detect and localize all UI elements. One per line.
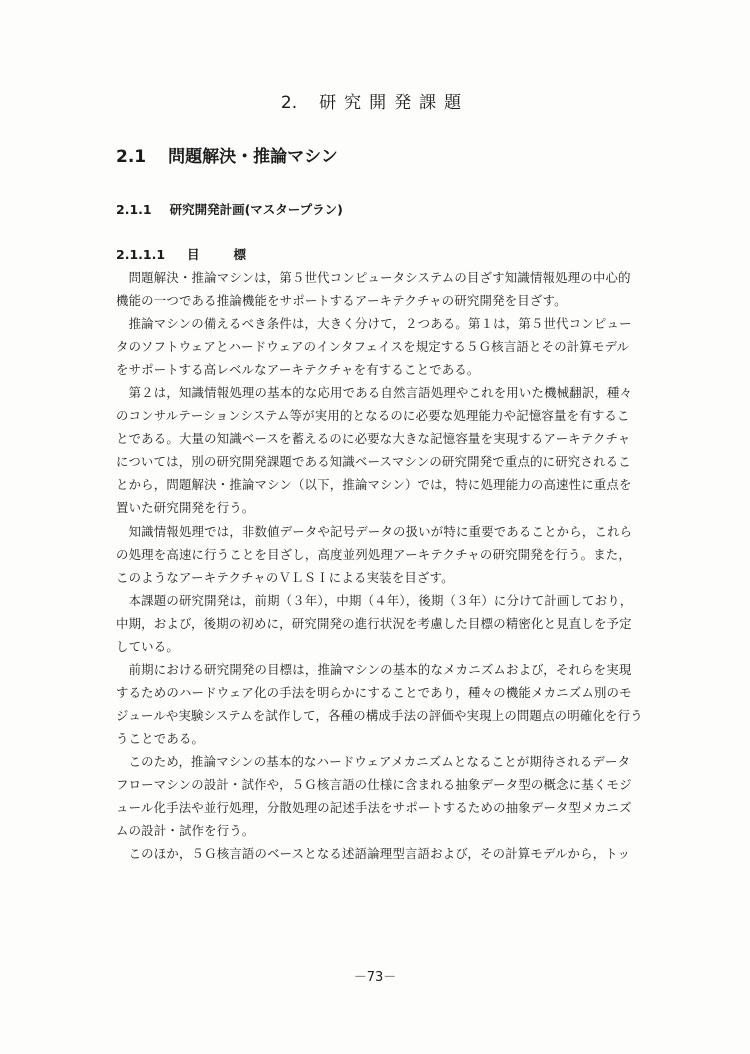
- text-line: のコンサルテーションシステム等が実用的となるのに必要な処理能力や記憶容量を有するこ: [116, 408, 630, 424]
- text-line: をサポートする高レベルなアーキテクチャを有することである。: [116, 362, 480, 378]
- chapter-title: 研究開発課題: [319, 93, 470, 113]
- chapter-heading: [0, 88, 750, 113]
- text-line: については，別の研究開発課題である知識ベースマシンの研究開発で重点的に研究されるこ: [116, 454, 631, 470]
- text-line: このほか，５Ｇ核言語のベースとなる述語論理型言語および，その計算モデルから，トッ: [116, 846, 631, 862]
- text-line: とである。大量の知識ベースを蓄えるのに必要な大きな記憶容量を実現するアーキテクチャ: [116, 431, 631, 447]
- text-line: 置いた研究開発を行う。: [116, 500, 255, 516]
- text-line: とから，問題解決・推論マシン（以下，推論マシン）では，特に処理能力の高速性に重点を: [116, 477, 632, 493]
- subsection-title: 研究開発計画(マスタープラン): [169, 202, 343, 217]
- text-line: ュール化手法や並行処理，分散処理の記述手法をサポートするための抽象データ型メカニズ: [116, 800, 632, 816]
- text-line: 問題解決・推論マシンは，第５世代コンピュータシステムの目ざす知識情報処理の中心的: [116, 270, 631, 285]
- text-line: 本課題の研究開発は，前期（３年），中期（４年），後期（３年）に分けて計画しており，: [116, 592, 633, 608]
- body-text: [116, 266, 694, 865]
- text-line: の処理を高速に行うことを目ざし，高度並列処理アーキテクチャの研究開発を行う。また，: [116, 546, 631, 562]
- text-line: このようなアーキテクチャのＶＬＳＩによる実装を目ざす。: [116, 569, 454, 585]
- subsection-number: 2.1.1: [116, 202, 152, 217]
- text-line: 前期における研究開発の目標は，推論マシンの基本的なメカニズムおよび，それらを実現: [116, 661, 632, 677]
- text-line: ジュールや実験システムを試作して，各種の構成手法の評価や実現上の問題点の明確化を行う: [116, 707, 643, 723]
- chapter-number: 2.: [280, 93, 298, 113]
- text-line: 推論マシンの備えるべき条件は，大きく分けて，２つある。第１は，第５世代コンピュー: [116, 316, 632, 332]
- text-line: 機能の一つである推論機能をサポートするアーキテクチャの研究開発を目ざす。: [116, 293, 567, 309]
- subsection-heading: [116, 200, 343, 218]
- subsubsection-number: 2.1.1.1: [116, 247, 166, 262]
- section-number: 2.1: [116, 147, 147, 167]
- subsubsection-heading: [116, 245, 280, 263]
- text-line: ムの設計・試作を行う。: [116, 823, 255, 839]
- text-line: このため，推論マシンの基本的なハードウェアメカニズムとなることが期待されるデータ: [116, 753, 631, 769]
- text-line: 中期，および，後期の初めに，研究開発の進行状況を考慮した目標の精密化と見直しを予定: [116, 615, 632, 631]
- section-title: 問題解決・推論マシン: [168, 147, 338, 167]
- text-line: している。: [116, 638, 179, 654]
- text-line: うことである。: [116, 730, 205, 746]
- page-number: －73－: [353, 970, 397, 985]
- text-line: 第２は，知識情報処理の基本的な応用である自然言語処理やこれを用いた機械翻訳，種々: [116, 385, 633, 401]
- subsubsection-title: 目標: [187, 247, 281, 262]
- text-line: タのソフトウェアとハードウェアのインタフェイスを規定する５Ｇ核言語とその計算モデル: [116, 339, 630, 355]
- text-line: するためのハードウェア化の手法を明らかにすることであり，種々の機能メカニズム別のモ: [116, 684, 632, 700]
- section-heading: [116, 142, 338, 167]
- text-line: フローマシンの設計・試作や，５Ｇ核言語の仕様に含まれる抽象データ型の概念に基くモジ: [116, 777, 632, 793]
- text-line: 知識情報処理では，非数値データや記号データの扱いが特に重要であることから，これら: [116, 523, 633, 539]
